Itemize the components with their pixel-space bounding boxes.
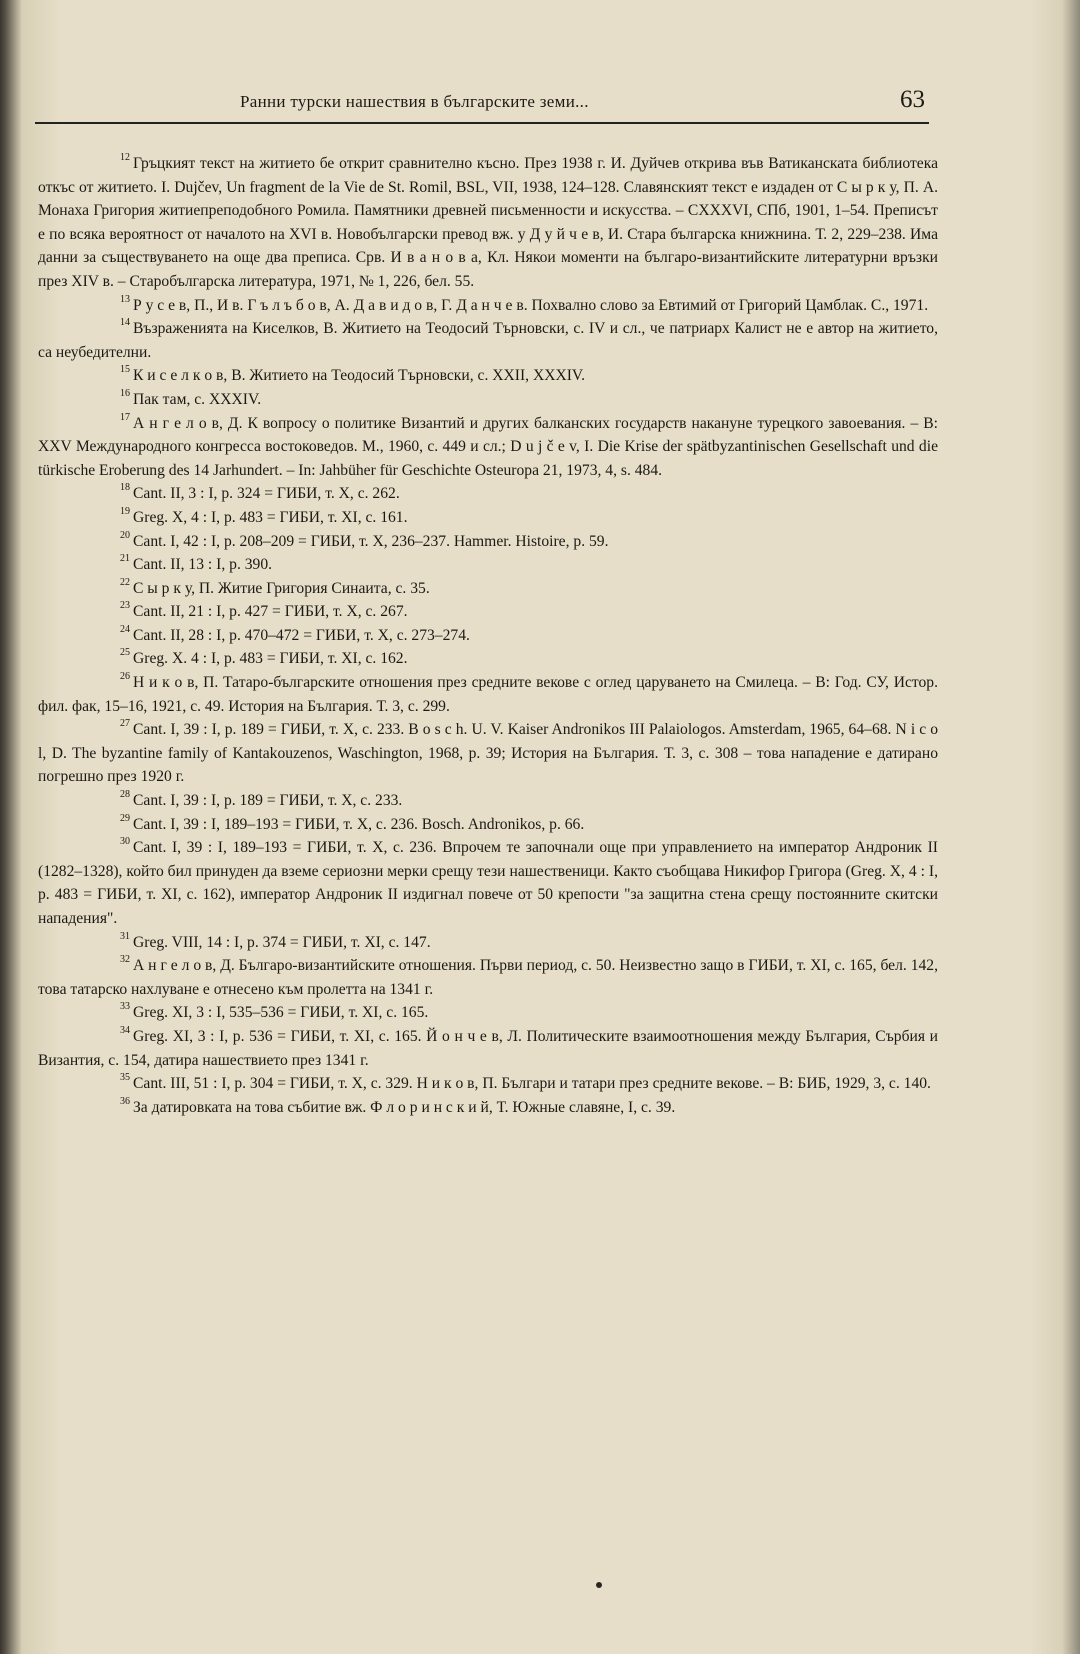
footnote-number: 20 <box>120 529 130 541</box>
footnote-number: 29 <box>120 812 130 824</box>
footnote-text: Възраженията на Киселков, В. Житието на Теодосий Търновски, с. IV и сл., че патриарх Калист не е автор на житието, са неубедителни. <box>38 320 938 361</box>
footnote <box>38 412 938 483</box>
footnote-text: А н г е л о в, Д. К вопросу о политике Византий и других балканских государств накануне турецкого завоевания. – В: XXV Международного конгресса востоковедов. М., 1960, с. 449 и сл.; D u j č e v, I. Die Krise der spätbyzantinischen Gesellschaft und die türkische Eroberung des 14 Jarhundert. – In: Jahbüher für Geschichte Osteuropa 21, 1973, 4, s. 484. <box>38 414 938 479</box>
footnote-number: 12 <box>120 152 130 163</box>
footnote-number: 25 <box>120 647 130 659</box>
footnote-number: 31 <box>120 930 130 942</box>
footnote-number: 30 <box>120 836 130 848</box>
footnote <box>38 530 938 554</box>
footnote-text: Н и к о в, П. Татаро-българските отношения през средните векове с оглед царуването на Смилеца. – В: Год. СУ, Истор. фил. фак, 15–16, 1921, с. 49. История на България. Т. 3, с. 299. <box>38 674 938 715</box>
footnote-number: 21 <box>120 553 130 565</box>
footnote-text: Cant. I, 39 : I, 189–193 = ГИБИ, т. X, с. 236. Bosch. Andronikos, p. 66. <box>133 815 585 833</box>
footnote <box>38 577 938 601</box>
footnote-text: Cant. II, 13 : I, p. 390. <box>133 556 273 574</box>
footnote <box>38 482 938 506</box>
footnote <box>38 813 938 837</box>
footnote-text: Р у с е в, П., И в. Г ъ л ъ б о в, А. Д а в и д о в, Г. Д а н ч е в. Похвално слово за Евтимий от Григорий Цамблак. С., 1971. <box>133 296 929 314</box>
footnote <box>38 553 938 577</box>
footnote-text: Cant. I, 39 : I, p. 189 = ГИБИ, т. X, с. 233. B o s c h. U. V. Kaiser Andronikos III Palaiologos. Amsterdam, 1965, 64–68. N i c o l, D. The byzantine family of Kantakouzenos, Waschington, 1968, p. 39; История на България. Т. 3, с. 308 – това нападение е датирано погрешно през 1920 г. <box>38 721 938 786</box>
footnote-number: 13 <box>120 293 130 305</box>
footnote <box>38 954 938 1001</box>
footnote-number: 14 <box>120 317 130 329</box>
footnote <box>38 1001 938 1025</box>
footnote-number: 15 <box>120 364 130 376</box>
footnote-number: 17 <box>120 411 130 423</box>
footnote-number: 19 <box>120 505 130 517</box>
footnote-number: 26 <box>120 671 130 683</box>
ink-speck <box>596 1582 602 1588</box>
footnote <box>38 789 938 813</box>
footnote-number: 18 <box>120 482 130 494</box>
footnote-number: 22 <box>120 576 130 588</box>
footnote-number: 33 <box>120 1001 130 1013</box>
footnote-number: 24 <box>120 623 130 635</box>
footnote <box>38 388 938 412</box>
footnote <box>38 836 938 930</box>
page-header <box>35 86 929 124</box>
footnote-text: Greg. X, 4 : I, p. 483 = ГИБИ, т. XI, с. 161. <box>133 508 408 526</box>
footnote-text: Пак там, с. XXXIV. <box>133 390 262 408</box>
footnote <box>38 1096 938 1120</box>
footnote-text: С ы р к у, П. Житие Григория Синаита, с. 35. <box>133 579 430 597</box>
footnote-number: 32 <box>120 954 130 966</box>
footnote <box>38 506 938 530</box>
footnote-number: 34 <box>120 1024 130 1036</box>
footnote-text: Cant. I, 42 : I, p. 208–209 = ГИБИ, т. X, 236–237. Hammer. Histoire, p. 59. <box>133 532 609 550</box>
footnote <box>38 1072 938 1096</box>
footnote-text: За датировката на това събитие вж. Ф л о р и н с к и й, Т. Южные славяне, I, с. 39. <box>133 1098 676 1116</box>
footnote-text: Greg. X. 4 : I, p. 483 = ГИБИ, т. XI, с. 162. <box>133 650 408 668</box>
footnote-text: Cant. III, 51 : I, p. 304 = ГИБИ, т. X, с. 329. Н и к о в, П. Българи и татари през средните векове. – В: БИБ, 1929, 3, с. 140. <box>133 1075 931 1093</box>
footnote-text: Greg. VIII, 14 : I, p. 374 = ГИБИ, т. XI, с. 147. <box>133 933 431 951</box>
footnote-text: Cant. I, 39 : I, 189–193 = ГИБИ, т. X, с. 236. Впрочем те започнали още при управлението на император Андроник II (1282–1328), който бил принуден да вземе сериозни мерки срещу тези нашественици. Както съобщава Никифор Григора (Greg. X, 4 : I, p. 483 = ГИБИ, т. XI, с. 162), император Андроник II издигнал повече от 50 крепости "за защитна стена срещу постоянните скитски нападения". <box>38 839 938 927</box>
footnote-number: 23 <box>120 600 130 612</box>
footnote-text: Cant. II, 21 : I, p. 427 = ГИБИ, т. X, с. 267. <box>133 603 408 621</box>
footnote <box>38 647 938 671</box>
footnote <box>38 600 938 624</box>
footnote <box>38 1025 938 1072</box>
footnote-text: К и с е л к о в, В. Житието на Теодосий Търновски, с. XXII, XXXIV. <box>133 367 586 385</box>
footnote-number: 27 <box>120 718 130 730</box>
footnote-number: 28 <box>120 789 130 801</box>
footnote-text: Greg. XI, 3 : I, p. 536 = ГИБИ, т. XI, с. 165. Й о н ч е в, Л. Политическите взаимоотношения между България, Сърбия и Византия, с. 154, датира нашествието през 1341 г. <box>38 1027 938 1069</box>
footnote-text: Cant. II, 3 : I, p. 324 = ГИБИ, т. X, с. 262. <box>133 485 400 503</box>
footnote-number: 36 <box>120 1095 130 1107</box>
running-title: Ранни турски нашествия в българските земи... <box>240 92 589 111</box>
footnote <box>38 671 938 718</box>
footnote-text: Cant. I, 39 : I, p. 189 = ГИБИ, т. X, с. 233. <box>133 792 403 810</box>
footnote-text: Cant. II, 28 : I, p. 470–472 = ГИБИ, т. X, с. 273–274. <box>133 626 470 644</box>
page-number: 63 <box>900 86 925 113</box>
footnote <box>38 152 938 294</box>
footnote <box>38 931 938 955</box>
footnote <box>38 624 938 648</box>
footnote-text: А н г е л о в, Д. Българо-византийските отношения. Първи период, с. 50. Неизвестно защо в ГИБИ, т. XI, с. 165, бел. 142, това татарско нахлуване е отнесено към пролетта на 1341 г. <box>38 957 938 998</box>
footnote <box>38 317 938 364</box>
footnote <box>38 294 938 318</box>
footnote-number: 16 <box>120 387 130 399</box>
footnote <box>38 364 938 388</box>
footnote-text: Гръцкият текст на житието бе открит сравнително късно. През 1938 г. И. Дуйчев открива във Ватиканската библиотека откъс от житието. I. Dujčev, Un fragment de la Vie de St. Romil, BSL, VII, 1938, 124–128. Славянският текст е издаден от С ы р к у, П. А. Монаха Григория житиепреподобного Ромила. Памятники древней письменности и искусства. – CXXXVI, СПб, 1901, 1–54. Преписът е по всяка вероятност от началото на XVI в. Новобългарски превод вж. у Д у й ч е в, И. Стара българска книжнина. Т. 2, 229–238. Има данни за съществуването на още два преписа. Срв. И в а н о в а, Кл. Някои моменти на българо-византийските литературни връзки през XIV в. – Старобългарска литература, 1971, № 1, 226, бел. 55. <box>38 155 938 290</box>
footnote-text: Greg. XI, 3 : I, 535–536 = ГИБИ, т. XI, с. 165. <box>133 1004 429 1022</box>
footnote-number: 35 <box>120 1072 130 1084</box>
footnotes <box>38 152 938 1119</box>
footnote <box>38 718 938 789</box>
